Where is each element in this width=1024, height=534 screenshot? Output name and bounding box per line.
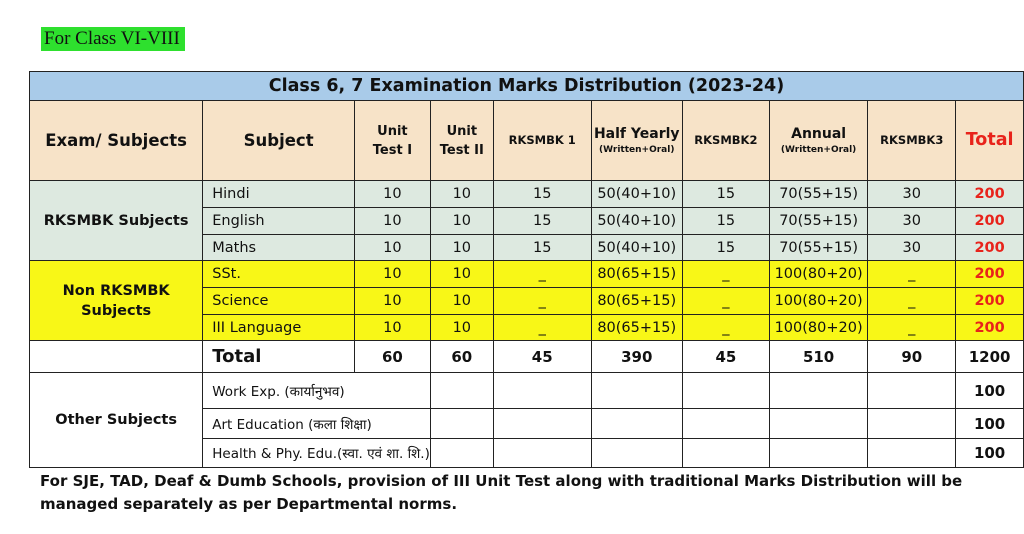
empty-cell (430, 439, 493, 468)
empty-cell (591, 409, 682, 439)
marks-distribution-table (29, 71, 1024, 468)
unit-test-1-cell: 10 (354, 261, 430, 288)
empty-cell (430, 409, 493, 439)
rksmbk1-cell: _ (493, 288, 591, 315)
subject-cell: English (203, 208, 355, 235)
table-row (30, 261, 1024, 288)
marks-table-wrapper (29, 71, 1024, 468)
subject-cell: Health & Phy. Edu.(स्वा. एवं शा. शि.) (203, 439, 431, 468)
total-cell: 200 (956, 208, 1024, 235)
half-yearly-cell: 50(40+10) (591, 208, 682, 235)
header-rksmbk1: RKSMBK 1 (493, 101, 591, 181)
unit-test-2-cell: 10 (430, 261, 493, 288)
total-rksmbk1: 45 (493, 341, 591, 373)
unit-test-2-cell: 10 (430, 181, 493, 208)
unit-test-1-cell: 10 (354, 181, 430, 208)
annual-cell: 70(55+15) (769, 208, 867, 235)
half-yearly-cell: 50(40+10) (591, 235, 682, 261)
subject-cell: Hindi (203, 181, 355, 208)
total-row-blank (30, 341, 203, 373)
empty-cell (769, 409, 867, 439)
header-half-yearly: Half Yearly (Written+Oral) (591, 101, 682, 181)
rksmbk3-cell: 30 (868, 235, 956, 261)
header-subject: Subject (203, 101, 355, 181)
empty-cell (769, 373, 867, 409)
empty-cell (769, 439, 867, 468)
header-annual: Annual (Written+Oral) (769, 101, 867, 181)
empty-cell (591, 373, 682, 409)
total-rksmbk3: 90 (868, 341, 956, 373)
unit-test-1-cell: 10 (354, 208, 430, 235)
subject-cell: Maths (203, 235, 355, 261)
subject-cell: Art Education (कला शिक्षा) (203, 409, 431, 439)
rksmbk2-cell: _ (682, 315, 769, 341)
empty-cell (591, 439, 682, 468)
total-annual: 510 (769, 341, 867, 373)
rksmbk2-cell: 15 (682, 181, 769, 208)
rksmbk1-cell: 15 (493, 181, 591, 208)
footnote: For SJE, TAD, Deaf & Dumb Schools, provision of III Unit Test along with traditional Marks Distribution will be managed separately as per Departmental norms. (40, 472, 963, 513)
rksmbk3-cell: 30 (868, 181, 956, 208)
rksmbk2-cell: _ (682, 261, 769, 288)
empty-cell (868, 439, 956, 468)
rksmbk1-cell: 15 (493, 235, 591, 261)
rksmbk3-cell: 30 (868, 208, 956, 235)
total-cell: 100 (956, 439, 1024, 468)
total-cell: 200 (956, 315, 1024, 341)
total-row (30, 341, 1024, 373)
table-title-row (30, 72, 1024, 101)
rksmbk3-cell: _ (868, 261, 956, 288)
rksmbk3-cell: _ (868, 315, 956, 341)
half-yearly-cell: 50(40+10) (591, 181, 682, 208)
annual-cell: 70(55+15) (769, 181, 867, 208)
empty-cell (493, 373, 591, 409)
unit-test-2-cell: 10 (430, 288, 493, 315)
empty-cell (682, 373, 769, 409)
total-cell: 200 (956, 181, 1024, 208)
empty-cell (868, 409, 956, 439)
header-total: Total (956, 101, 1024, 181)
total-row-label: Total (203, 341, 355, 373)
rksmbk1-cell: _ (493, 261, 591, 288)
empty-cell (493, 409, 591, 439)
table-title: Class 6, 7 Examination Marks Distribution (2023-24) (30, 72, 1024, 101)
total-unit-test-1: 60 (354, 341, 430, 373)
rksmbk2-cell: 15 (682, 208, 769, 235)
empty-cell (430, 373, 493, 409)
unit-test-1-cell: 10 (354, 315, 430, 341)
subject-cell: Science (203, 288, 355, 315)
half-yearly-cell: 80(65+15) (591, 261, 682, 288)
total-grand: 1200 (956, 341, 1024, 373)
total-cell: 200 (956, 288, 1024, 315)
unit-test-1-cell: 10 (354, 288, 430, 315)
group-rksmbk-subjects: RKSMBK Subjects (30, 181, 203, 261)
total-rksmbk2: 45 (682, 341, 769, 373)
total-cell: 200 (956, 261, 1024, 288)
header-exam-subjects: Exam/ Subjects (30, 101, 203, 181)
header-rksmbk2: RKSMBK2 (682, 101, 769, 181)
rksmbk2-cell: _ (682, 288, 769, 315)
rksmbk2-cell: 15 (682, 235, 769, 261)
unit-test-2-cell: 10 (430, 315, 493, 341)
rksmbk1-cell: _ (493, 315, 591, 341)
group-non-rksmbk-subjects: Non RKSMBK Subjects (30, 261, 203, 341)
half-yearly-cell: 80(65+15) (591, 315, 682, 341)
header-unit-test-2: Unit Test II (430, 101, 493, 181)
subject-cell: SSt. (203, 261, 355, 288)
header-unit-test-1: Unit Test I (354, 101, 430, 181)
subject-cell: III Language (203, 315, 355, 341)
half-yearly-cell: 80(65+15) (591, 288, 682, 315)
annual-cell: 100(80+20) (769, 288, 867, 315)
header-rksmbk3: RKSMBK3 (868, 101, 956, 181)
empty-cell (493, 439, 591, 468)
rksmbk1-cell: 15 (493, 208, 591, 235)
annual-cell: 100(80+20) (769, 315, 867, 341)
group-other-subjects: Other Subjects (30, 373, 203, 468)
total-cell: 200 (956, 235, 1024, 261)
unit-test-1-cell: 10 (354, 235, 430, 261)
empty-cell (682, 439, 769, 468)
subject-cell: Work Exp. (कार्यानुभव) (203, 373, 431, 409)
unit-test-2-cell: 10 (430, 235, 493, 261)
empty-cell (868, 373, 956, 409)
total-cell: 100 (956, 409, 1024, 439)
annual-cell: 70(55+15) (769, 235, 867, 261)
header-row (30, 101, 1024, 181)
annual-cell: 100(80+20) (769, 261, 867, 288)
class-label: For Class VI-VIII (41, 27, 185, 51)
table-row (30, 181, 1024, 208)
total-unit-test-2: 60 (430, 341, 493, 373)
total-cell: 100 (956, 373, 1024, 409)
total-half-yearly: 390 (591, 341, 682, 373)
unit-test-2-cell: 10 (430, 208, 493, 235)
rksmbk3-cell: _ (868, 288, 956, 315)
table-row (30, 373, 1024, 409)
empty-cell (682, 409, 769, 439)
